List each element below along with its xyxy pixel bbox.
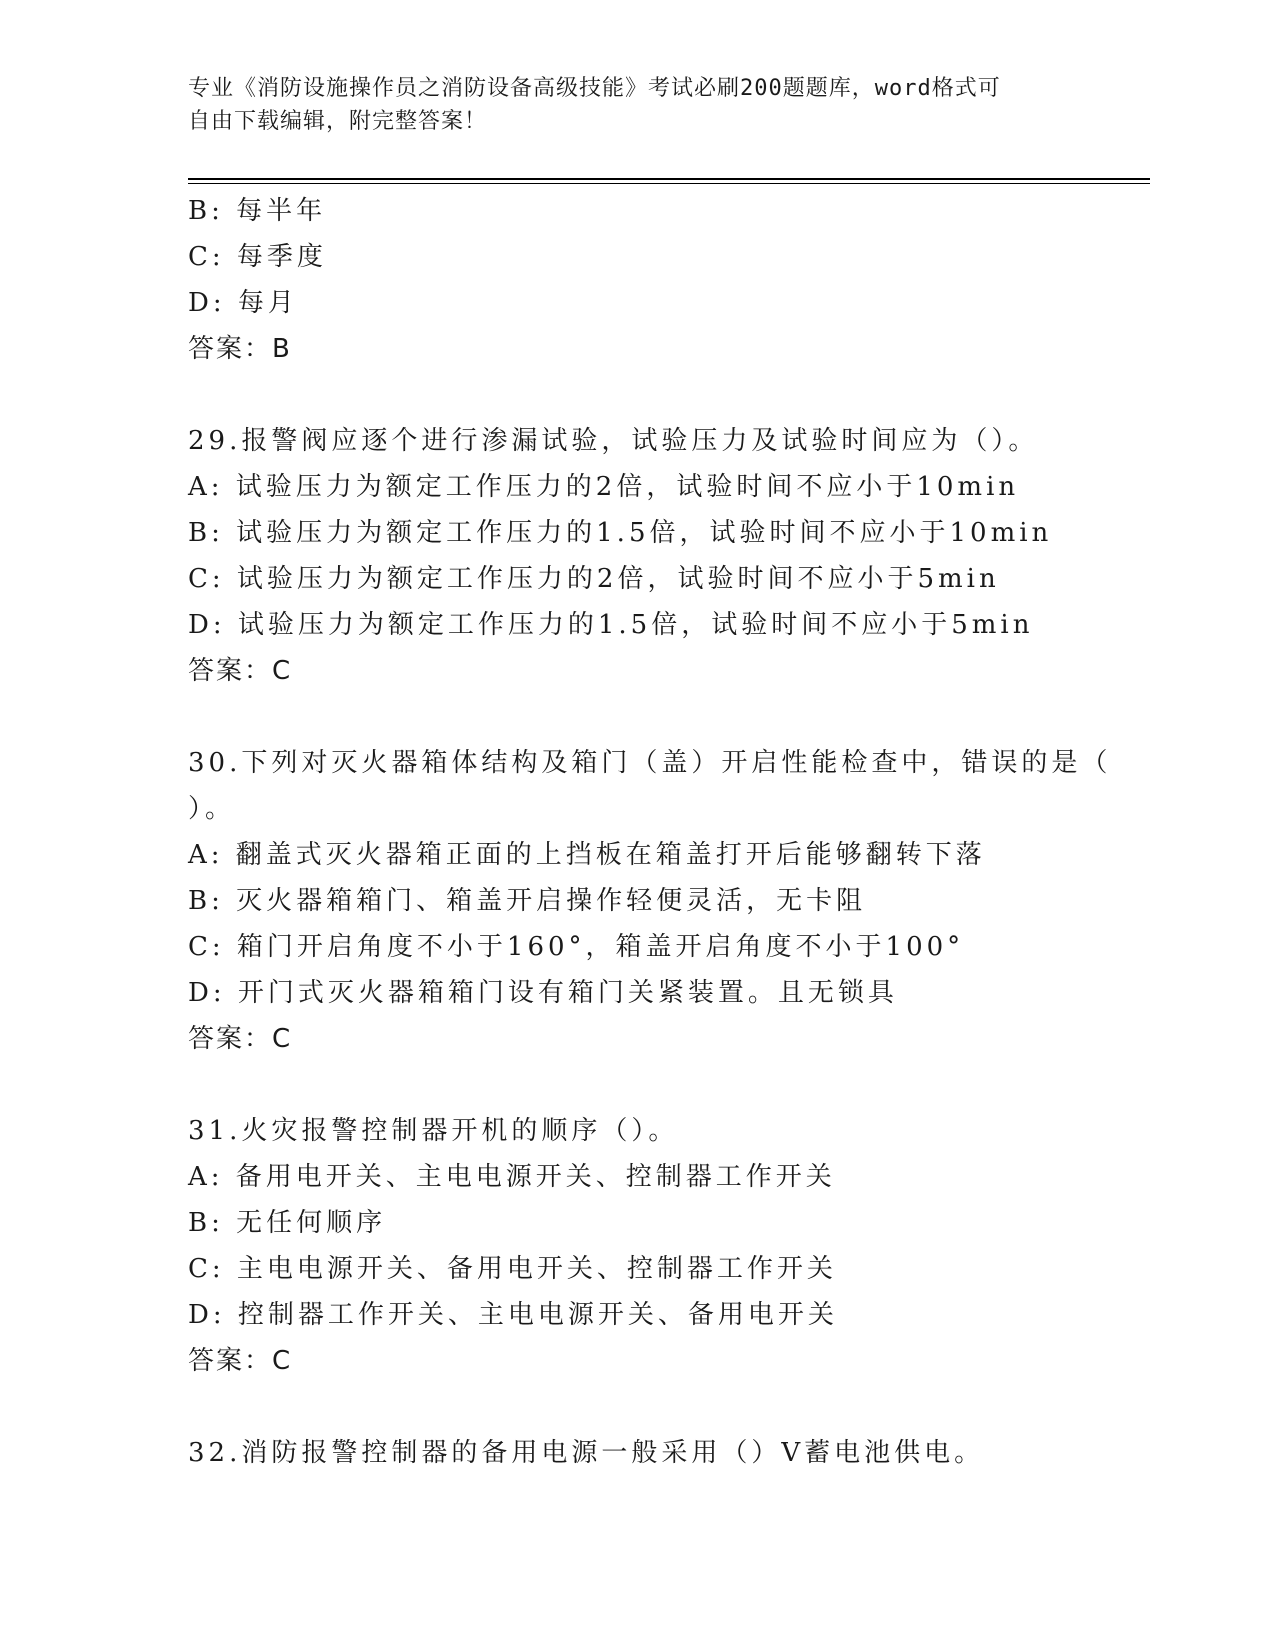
q28-option-d: D: 每月 (188, 288, 298, 318)
spacer (188, 1062, 1068, 1108)
header-rule-thick (188, 178, 1150, 180)
q29-option-d: D: 试验压力为额定工作压力的1.5倍，试验时间不应小于5min (188, 610, 1034, 640)
q29-option-c: C: 试验压力为额定工作压力的2倍，试验时间不应小于5min (188, 564, 1000, 594)
q28-option-b: B: 每半年 (188, 196, 327, 226)
question-list (188, 188, 1112, 1476)
header-rule-thin (188, 183, 1150, 184)
q31-option-c: C: 主电电源开关、备用电开关、控制器工作开关 (188, 1254, 837, 1284)
q29-question: 29.报警阀应逐个进行渗漏试验，试验压力及试验时间应为（）。 (188, 426, 1039, 456)
q32-question: 32.消防报警控制器的备用电源一般采用（）V蓄电池供电。 (188, 1438, 985, 1468)
q28-option-c: C: 每季度 (188, 242, 327, 272)
q28-answer: 答案：B (188, 334, 292, 364)
q29-option-b: B: 试验压力为额定工作压力的1.5倍，试验时间不应小于10min (188, 518, 1053, 548)
q31-question: 31.火灾报警控制器开机的顺序（）。 (188, 1116, 679, 1146)
q30-option-d: D: 开门式灭火器箱箱门设有箱门关紧装置。且无锁具 (188, 978, 898, 1008)
q31-answer: 答案：C (188, 1346, 293, 1376)
q29-option-a: A: 试验压力为额定工作压力的2倍，试验时间不应小于10min (188, 472, 1020, 502)
q30-option-b: B: 灭火器箱箱门、箱盖开启操作轻便灵活，无卡阻 (188, 886, 867, 916)
q30-question-line-2: ）。 (188, 794, 236, 824)
q31-option-d: D: 控制器工作开关、主电电源开关、备用电开关 (188, 1300, 838, 1330)
q29-answer: 答案：C (188, 656, 293, 686)
header-line-1: 专业《消防设施操作员之消防设备高级技能》考试必刷200题题库，word格式可 (188, 76, 1001, 101)
q31-option-a: A: 备用电开关、主电电源开关、控制器工作开关 (188, 1162, 836, 1192)
document-header (188, 72, 1068, 138)
spacer (188, 372, 1068, 418)
q30-answer: 答案：C (188, 1024, 293, 1054)
header-line-2: 自由下载编辑，附完整答案！ (188, 109, 488, 134)
spacer (188, 694, 1068, 740)
q30-option-c: C: 箱门开启角度不小于160°，箱盖开启角度不小于100° (188, 932, 965, 962)
q31-option-b: B: 无任何顺序 (188, 1208, 387, 1238)
spacer (188, 1384, 1068, 1430)
q30-question-line-1: 30.下列对灭火器箱体结构及箱门（盖）开启性能检查中，错误的是（ (188, 748, 1112, 778)
q30-option-a: A: 翻盖式灭火器箱正面的上挡板在箱盖打开后能够翻转下落 (188, 840, 986, 870)
